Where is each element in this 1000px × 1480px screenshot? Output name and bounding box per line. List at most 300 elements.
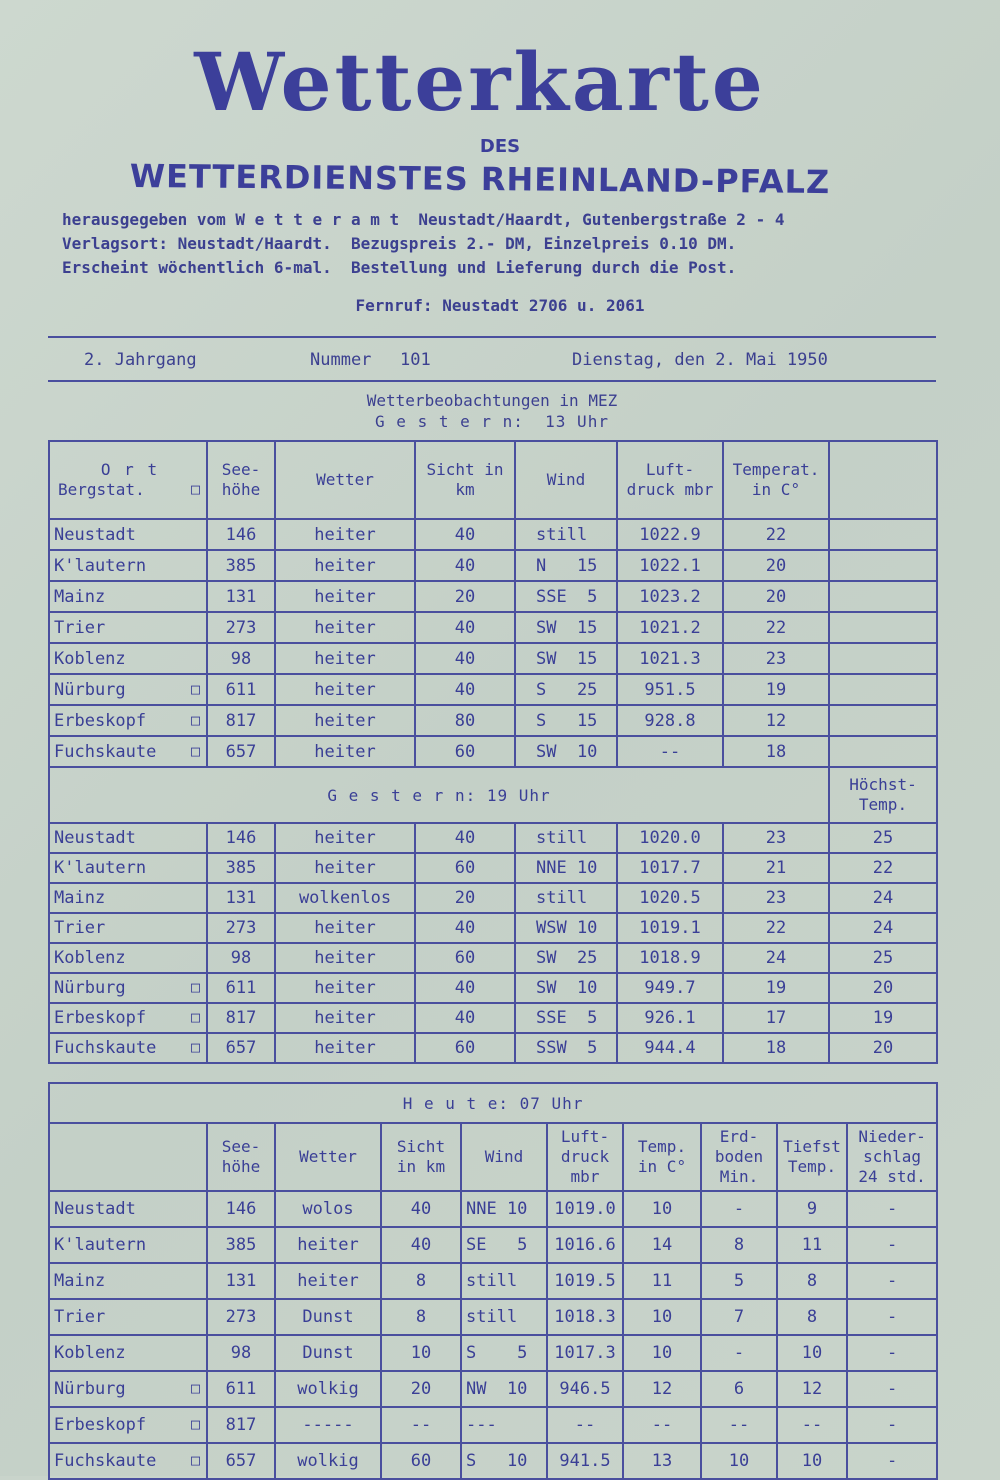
seehoehe-cell: 385: [207, 853, 275, 883]
seehoehe-cell: 146: [207, 823, 275, 853]
wetter-cell: wolos: [275, 1191, 381, 1227]
sicht-cell: 40: [415, 674, 515, 705]
station-name-cell: [49, 612, 207, 643]
seehoehe-cell: 146: [207, 519, 275, 550]
table-row: [49, 943, 937, 973]
seehoehe-cell: 273: [207, 913, 275, 943]
sicht-cell: 60: [415, 736, 515, 767]
wetter-cell: heiter: [275, 581, 415, 612]
luftdruck-cell: 1022.1: [617, 550, 723, 581]
mountain-station-mark-icon: □: [190, 1415, 200, 1433]
sicht-cell: 60: [381, 1443, 461, 1479]
station-name-cell: [49, 1299, 207, 1335]
station-name: Erbeskopf: [54, 710, 147, 731]
table-row: [49, 1263, 937, 1299]
temp-cell: 10: [623, 1335, 701, 1371]
col-empty: [829, 441, 937, 519]
station-name-cell: [49, 519, 207, 550]
masthead-title: Wetterkarte: [194, 35, 766, 129]
wetter-cell: heiter: [275, 674, 415, 705]
table-row: [49, 643, 937, 674]
hoechst-temp-cell: 25: [829, 823, 937, 853]
table-row: [49, 913, 937, 943]
seehoehe-cell: 98: [207, 943, 275, 973]
luftdruck-cell: 1018.9: [617, 943, 723, 973]
wind-cell: SW 15: [515, 643, 617, 674]
col-niederschlag: Nieder- schlag 24 std.: [847, 1123, 937, 1191]
seehoehe-cell: 131: [207, 1263, 275, 1299]
station-name-cell: [49, 1263, 207, 1299]
col-wetter: Wetter: [275, 441, 415, 519]
station-name: Mainz: [54, 1271, 106, 1291]
erdboden-cell: 5: [701, 1263, 777, 1299]
sicht-cell: 40: [415, 612, 515, 643]
table-row: [49, 674, 937, 705]
col-sicht: Sicht in km: [415, 441, 515, 519]
seehoehe-cell: 98: [207, 643, 275, 674]
niederschlag-cell: -: [847, 1191, 937, 1227]
wind-cell: SSW 5: [515, 1033, 617, 1063]
col-erdboden: Erd- boden Min.: [701, 1123, 777, 1191]
tiefst-temp-cell: 8: [777, 1263, 847, 1299]
tiefst-temp-cell: 8: [777, 1299, 847, 1335]
wind-cell: still: [461, 1263, 547, 1299]
issue-label: Nummer: [310, 350, 372, 370]
observation-table-today: [48, 1082, 938, 1480]
wind-cell: WSW 10: [515, 913, 617, 943]
wetter-cell: Dunst: [275, 1335, 381, 1371]
luftdruck-cell: 951.5: [617, 674, 723, 705]
temp-cell: 20: [723, 550, 829, 581]
luftdruck-cell: --: [547, 1407, 623, 1443]
hoechst-temp-cell: 20: [829, 973, 937, 1003]
erdboden-cell: 10: [701, 1443, 777, 1479]
empty-cell: [829, 519, 937, 550]
wetter-cell: heiter: [275, 1227, 381, 1263]
luftdruck-cell: 1020.5: [617, 883, 723, 913]
header-row: [49, 441, 937, 519]
erdboden-cell: 7: [701, 1299, 777, 1335]
station-name-cell: [49, 853, 207, 883]
col-tiefst: Tiefst Temp.: [777, 1123, 847, 1191]
sicht-cell: 40: [415, 643, 515, 674]
station-name-cell: [49, 1227, 207, 1263]
wetter-cell: wolkig: [275, 1371, 381, 1407]
distribution-line: Erscheint wöchentlich 6-mal. Bestellung und Lieferung durch die Post.: [62, 258, 737, 277]
mountain-station-mark-icon: □: [190, 480, 200, 498]
jahrgang: 2. Jahrgang: [84, 350, 197, 370]
seehoehe-cell: 385: [207, 550, 275, 581]
col-hoechst: Höchst- Temp.: [829, 767, 937, 823]
seehoehe-cell: 611: [207, 1371, 275, 1407]
wetter-cell: wolkenlos: [275, 883, 415, 913]
wind-cell: SSE 5: [515, 581, 617, 612]
header-ort: O r t: [100, 460, 160, 479]
sicht-cell: 60: [415, 943, 515, 973]
temp-cell: 19: [723, 674, 829, 705]
seehoehe-cell: 98: [207, 1335, 275, 1371]
wind-cell: S 15: [515, 705, 617, 736]
wetter-cell: heiter: [275, 736, 415, 767]
wind-cell: SW 10: [515, 736, 617, 767]
temp-cell: 20: [723, 581, 829, 612]
station-name: Koblenz: [54, 948, 126, 968]
header-row: [49, 1123, 937, 1191]
wetter-cell: heiter: [275, 612, 415, 643]
luftdruck-cell: 926.1: [617, 1003, 723, 1033]
luftdruck-cell: 1019.0: [547, 1191, 623, 1227]
seehoehe-cell: 611: [207, 973, 275, 1003]
wetter-cell: heiter: [275, 1263, 381, 1299]
station-name-cell: [49, 1371, 207, 1407]
empty-cell: [829, 643, 937, 674]
section-gestern-19: G e s t e r n: 19 Uhr: [49, 767, 829, 823]
sicht-cell: 60: [415, 853, 515, 883]
station-name: Fuchskaute: [54, 1451, 157, 1471]
col-wind: Wind: [461, 1123, 547, 1191]
table-row: [49, 1407, 937, 1443]
seehoehe-cell: 817: [207, 1407, 275, 1443]
phone-line: Fernruf: Neustadt 2706 u. 2061: [355, 296, 645, 315]
table-row: [49, 612, 937, 643]
station-name: Trier: [54, 1307, 106, 1327]
wind-cell: S 25: [515, 674, 617, 705]
temp-cell: 23: [723, 883, 829, 913]
hoechst-temp-cell: 22: [829, 853, 937, 883]
station-name-cell: [49, 705, 207, 736]
station-name-cell: [49, 823, 207, 853]
hoechst-temp-cell: 25: [829, 943, 937, 973]
table-row: [49, 581, 937, 612]
tiefst-temp-cell: 11: [777, 1227, 847, 1263]
wind-cell: still: [461, 1299, 547, 1335]
wind-cell: NW 10: [461, 1371, 547, 1407]
station-name: Erbeskopf: [54, 1415, 147, 1435]
wind-cell: S 5: [461, 1335, 547, 1371]
station-name: Mainz: [54, 888, 106, 908]
tiefst-temp-cell: --: [777, 1407, 847, 1443]
sicht-cell: 60: [415, 1033, 515, 1063]
sicht-cell: 20: [415, 883, 515, 913]
temp-cell: --: [623, 1407, 701, 1443]
wetter-cell: -----: [275, 1407, 381, 1443]
station-name-cell: [49, 643, 207, 674]
seehoehe-cell: 817: [207, 705, 275, 736]
table-row: [49, 1299, 937, 1335]
wind-cell: N 15: [515, 550, 617, 581]
table-row: [49, 736, 937, 767]
station-name-cell: [49, 883, 207, 913]
niederschlag-cell: -: [847, 1371, 937, 1407]
luftdruck-cell: 1022.9: [617, 519, 723, 550]
station-name: Neustadt: [54, 828, 136, 848]
seehoehe-cell: 611: [207, 674, 275, 705]
station-name-cell: [49, 913, 207, 943]
station-name-cell: [49, 1003, 207, 1033]
section-row: [49, 1083, 937, 1123]
table-row: [49, 1033, 937, 1063]
station-name: Trier: [54, 918, 106, 938]
temp-cell: 18: [723, 1033, 829, 1063]
wetter-cell: heiter: [275, 705, 415, 736]
station-name-cell: [49, 736, 207, 767]
niederschlag-cell: -: [847, 1443, 937, 1479]
table-row: [49, 973, 937, 1003]
luftdruck-cell: 1017.7: [617, 853, 723, 883]
col-temp: Temperat. in C°: [723, 441, 829, 519]
wetter-cell: Dunst: [275, 1299, 381, 1335]
station-name-cell: [49, 674, 207, 705]
empty-cell: [829, 550, 937, 581]
wind-cell: NNE 10: [461, 1191, 547, 1227]
temp-cell: 10: [623, 1299, 701, 1335]
station-name-cell: [49, 1335, 207, 1371]
section-row: [49, 767, 937, 823]
niederschlag-cell: -: [847, 1227, 937, 1263]
col-seehoehe: See- höhe: [207, 441, 275, 519]
wetter-cell: heiter: [275, 1033, 415, 1063]
wetter-cell: heiter: [275, 823, 415, 853]
empty-cell: [829, 581, 937, 612]
luftdruck-cell: 1016.6: [547, 1227, 623, 1263]
table-row: [49, 1191, 937, 1227]
wind-cell: still: [515, 519, 617, 550]
wind-cell: ---: [461, 1407, 547, 1443]
wetter-cell: heiter: [275, 1003, 415, 1033]
rule-bottom: [48, 380, 936, 382]
hoechst-temp-cell: 20: [829, 1033, 937, 1063]
luftdruck-cell: 1020.0: [617, 823, 723, 853]
luftdruck-cell: 1023.2: [617, 581, 723, 612]
sicht-cell: 10: [381, 1335, 461, 1371]
luftdruck-cell: 1021.2: [617, 612, 723, 643]
wind-cell: still: [515, 883, 617, 913]
station-name: Neustadt: [54, 1199, 136, 1219]
luftdruck-cell: 941.5: [547, 1443, 623, 1479]
luftdruck-cell: 1019.1: [617, 913, 723, 943]
hoechst-temp-cell: 24: [829, 913, 937, 943]
seehoehe-cell: 131: [207, 581, 275, 612]
wind-cell: SE 5: [461, 1227, 547, 1263]
publication-line: Verlagsort: Neustadt/Haardt. Bezugspreis 2.- DM, Einzelpreis 0.10 DM.: [62, 234, 737, 253]
sicht-cell: 40: [415, 913, 515, 943]
temp-cell: 21: [723, 853, 829, 883]
station-name-cell: [49, 550, 207, 581]
luftdruck-cell: 1021.3: [617, 643, 723, 674]
sicht-cell: 40: [415, 550, 515, 581]
niederschlag-cell: -: [847, 1335, 937, 1371]
empty-cell: [829, 612, 937, 643]
station-name-cell: [49, 1033, 207, 1063]
seehoehe-cell: 657: [207, 1443, 275, 1479]
hoechst-temp-cell: 24: [829, 883, 937, 913]
sicht-cell: --: [381, 1407, 461, 1443]
temp-cell: 12: [723, 705, 829, 736]
temp-cell: 22: [723, 612, 829, 643]
niederschlag-cell: -: [847, 1299, 937, 1335]
tiefst-temp-cell: 10: [777, 1443, 847, 1479]
sicht-cell: 20: [415, 581, 515, 612]
seehoehe-cell: 817: [207, 1003, 275, 1033]
tiefst-temp-cell: 9: [777, 1191, 847, 1227]
wetter-cell: heiter: [275, 643, 415, 674]
temp-cell: 12: [623, 1371, 701, 1407]
sicht-cell: 8: [381, 1263, 461, 1299]
observations-title: Wetterbeobachtungen in MEZ: [366, 391, 618, 410]
empty-cell: [829, 674, 937, 705]
sicht-cell: 20: [381, 1371, 461, 1407]
col-temp: Temp. in C°: [623, 1123, 701, 1191]
hoechst-temp-cell: 19: [829, 1003, 937, 1033]
mountain-station-mark-icon: □: [190, 978, 200, 996]
station-name-cell: [49, 1407, 207, 1443]
issue-number: 101: [400, 350, 431, 370]
luftdruck-cell: 946.5: [547, 1371, 623, 1407]
station-name: Fuchskaute: [54, 1038, 157, 1058]
erdboden-cell: -: [701, 1335, 777, 1371]
sicht-cell: 40: [415, 1003, 515, 1033]
station-name: Nürburg: [54, 679, 126, 700]
seehoehe-cell: 385: [207, 1227, 275, 1263]
luftdruck-cell: 1018.3: [547, 1299, 623, 1335]
station-name: Neustadt: [54, 524, 136, 545]
station-name: Erbeskopf: [54, 1008, 147, 1028]
table-row: [49, 705, 937, 736]
wind-cell: SW 25: [515, 943, 617, 973]
wetter-cell: heiter: [275, 550, 415, 581]
temp-cell: 11: [623, 1263, 701, 1299]
empty-cell: [829, 736, 937, 767]
station-name: Trier: [54, 617, 106, 638]
erdboden-cell: -: [701, 1191, 777, 1227]
wetter-cell: heiter: [275, 913, 415, 943]
publisher-line: herausgegeben vom W e t t e r a m t Neustadt/Haardt, Gutenbergstraße 2 - 4: [62, 210, 785, 229]
table-row: [49, 1227, 937, 1263]
sicht-cell: 40: [415, 973, 515, 1003]
col-seehoehe: See- höhe: [207, 1123, 275, 1191]
masthead-organization: WETTERDIENSTES RHEINLAND-PFALZ: [129, 156, 831, 202]
station-name-cell: [49, 943, 207, 973]
station-name: Fuchskaute: [54, 741, 157, 762]
luftdruck-cell: 949.7: [617, 973, 723, 1003]
masthead-des: DES: [479, 136, 521, 157]
wind-cell: SSE 5: [515, 1003, 617, 1033]
temp-cell: 17: [723, 1003, 829, 1033]
mountain-station-mark-icon: □: [190, 710, 200, 729]
rule-top: [48, 336, 936, 338]
niederschlag-cell: -: [847, 1407, 937, 1443]
seehoehe-cell: 657: [207, 736, 275, 767]
seehoehe-cell: 146: [207, 1191, 275, 1227]
luftdruck-cell: --: [617, 736, 723, 767]
wind-cell: still: [515, 823, 617, 853]
observation-table-yesterday: [48, 440, 938, 1064]
erdboden-cell: --: [701, 1407, 777, 1443]
section-heute-07: H e u t e: 07 Uhr: [49, 1083, 937, 1123]
station-name: Nürburg: [54, 978, 126, 998]
col-sicht: Sicht in km: [381, 1123, 461, 1191]
header-bergstat: Bergstat.: [58, 480, 145, 499]
wetter-cell: heiter: [275, 943, 415, 973]
station-name: K'lautern: [54, 555, 147, 576]
station-name-cell: [49, 1191, 207, 1227]
empty-cell: [829, 705, 937, 736]
seehoehe-cell: 273: [207, 1299, 275, 1335]
temp-cell: 18: [723, 736, 829, 767]
temp-cell: 19: [723, 973, 829, 1003]
mountain-station-mark-icon: □: [190, 741, 200, 760]
wetter-cell: wolkig: [275, 1443, 381, 1479]
wetter-cell: heiter: [275, 973, 415, 1003]
wind-cell: S 10: [461, 1443, 547, 1479]
mountain-station-mark-icon: □: [190, 1451, 200, 1469]
section-gestern-13: G e s t e r n: 13 Uhr: [375, 412, 609, 431]
seehoehe-cell: 131: [207, 883, 275, 913]
temp-cell: 10: [623, 1191, 701, 1227]
col-ort: [49, 441, 207, 519]
table-row: [49, 1371, 937, 1407]
station-name: Koblenz: [54, 1343, 126, 1363]
table-row: [49, 1335, 937, 1371]
sicht-cell: 80: [415, 705, 515, 736]
table-row: [49, 550, 937, 581]
col-luftdruck: Luft- druck mbr: [617, 441, 723, 519]
tiefst-temp-cell: 12: [777, 1371, 847, 1407]
temp-cell: 13: [623, 1443, 701, 1479]
temp-cell: 14: [623, 1227, 701, 1263]
station-name: Nürburg: [54, 1379, 126, 1399]
temp-cell: 24: [723, 943, 829, 973]
col-luftdruck: Luft- druck mbr: [547, 1123, 623, 1191]
temp-cell: 22: [723, 913, 829, 943]
erdboden-cell: 8: [701, 1227, 777, 1263]
table-row: [49, 1443, 937, 1479]
station-name-cell: [49, 581, 207, 612]
col-wind: Wind: [515, 441, 617, 519]
sicht-cell: 40: [381, 1227, 461, 1263]
table-row: [49, 853, 937, 883]
luftdruck-cell: 1017.3: [547, 1335, 623, 1371]
station-name-cell: [49, 1443, 207, 1479]
niederschlag-cell: -: [847, 1263, 937, 1299]
table-row: [49, 519, 937, 550]
sicht-cell: 40: [415, 823, 515, 853]
mountain-station-mark-icon: □: [190, 1038, 200, 1056]
tiefst-temp-cell: 10: [777, 1335, 847, 1371]
col-wetter: Wetter: [275, 1123, 381, 1191]
table-row: [49, 883, 937, 913]
luftdruck-cell: 1019.5: [547, 1263, 623, 1299]
luftdruck-cell: 928.8: [617, 705, 723, 736]
station-name: K'lautern: [54, 1235, 147, 1255]
table-row: [49, 1003, 937, 1033]
station-name: K'lautern: [54, 858, 147, 878]
wetter-cell: heiter: [275, 519, 415, 550]
station-name: Mainz: [54, 586, 106, 607]
temp-cell: 23: [723, 823, 829, 853]
sicht-cell: 40: [415, 519, 515, 550]
temp-cell: 22: [723, 519, 829, 550]
sicht-cell: 40: [381, 1191, 461, 1227]
issue-date: Dienstag, den 2. Mai 1950: [572, 350, 828, 370]
col-ort: [49, 1123, 207, 1191]
luftdruck-cell: 944.4: [617, 1033, 723, 1063]
sicht-cell: 8: [381, 1299, 461, 1335]
mountain-station-mark-icon: □: [190, 1008, 200, 1026]
erdboden-cell: 6: [701, 1371, 777, 1407]
seehoehe-cell: 657: [207, 1033, 275, 1063]
wind-cell: SW 15: [515, 612, 617, 643]
